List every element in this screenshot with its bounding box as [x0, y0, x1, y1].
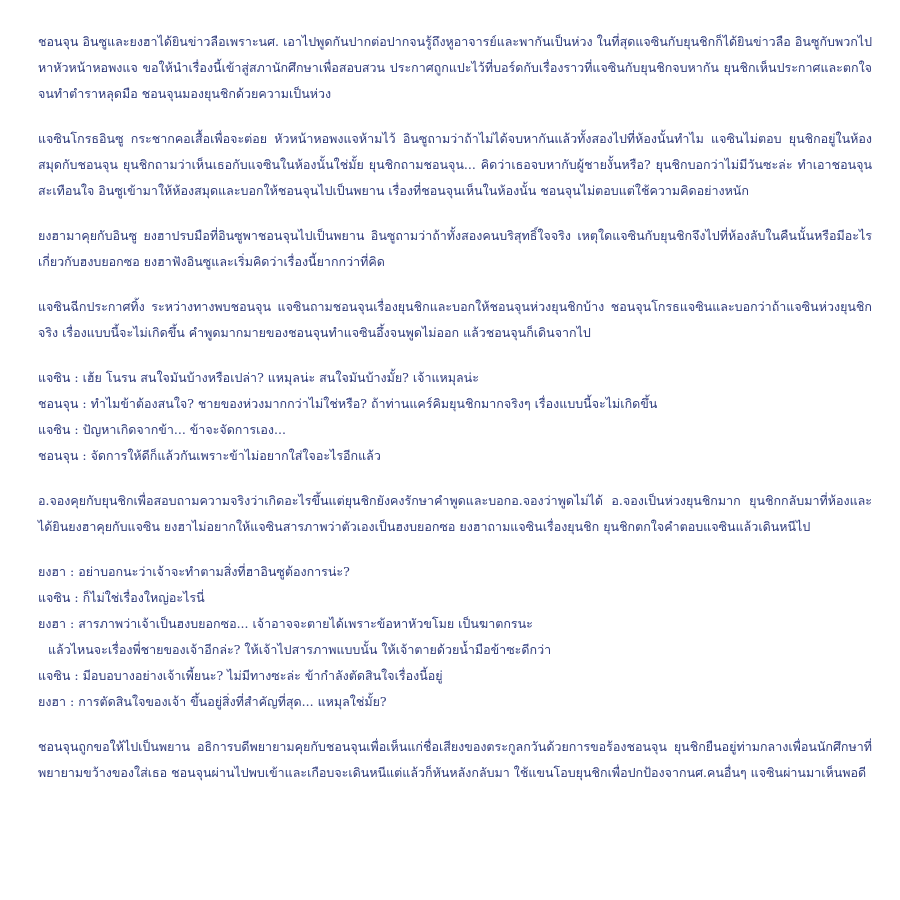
dialogue-line: แจซิน : เฮ้ย โนรน สนใจมันบ้างหรือเปล่า? แหมุลน่ะ สนใจมันบ้างมั้ย? เจ้าแหมุลน่ะ	[38, 370, 479, 385]
dialogue-block	[38, 365, 872, 469]
dialogue-continuation	[38, 637, 872, 663]
dialogue-line: แจซิน : ปัญหาเกิดจากข้า... ข้าจะจัดการเอง...	[38, 422, 286, 437]
dialogue-line: ยงฮา : การตัดสินใจของเจ้า ขึ้นอยู่สิ่งที่สำคัญที่สุด... แหมุลใช่มั้ย?	[38, 694, 387, 709]
dialogue-text: สารภาพว่าเจ้าเป็นฮงบยอกซอ... เจ้าอาจจะตายได้เพราะข้อหาหัวขโมย เป็นฆาตกรนะ	[78, 616, 533, 631]
dialogue-text: จัดการให้ดีก็แล้วกันเพราะข้าไม่อยากใส่ใจอะไรอีกแล้ว	[90, 448, 381, 463]
dialogue-line: แจซิน : มีอบอบางอย่างเจ้าเพี้ยนะ? ไม่มีทางซะล่ะ ข้ากำลังตัดสินใจเรื่องนี้อยู่	[38, 668, 443, 683]
dialogue-line: ยงฮา : อย่าบอกนะว่าเจ้าจะทำตามสิ่งที่ฮาอินซูต้องการน่ะ?	[38, 564, 350, 579]
dialogue-block	[38, 559, 872, 715]
dialogue-line: แจซิน : ก็ไม่ใช่เรื่องใหญ่อะไรนี่	[38, 590, 205, 605]
paragraph: แจซินโกรธอินซู กระชากคอเสื้อเพื่อจะต่อย หัวหน้าหอพงแจห้ามไว้ อินซูถามว่าถ้าไม่ได้จบหากันแล้วทั้งสองไปที่ห้องนั้นทำไม แจซินไม่ตอบ ยุนชิกอยู่ในห้องสมุดกับชอนจุน ยุนชิกถามว่าเห็นเธอกับแจซินในห้องนั้นใช่มั้ย ยุนชิกถามชอนจุน... คิดว่าเธอจบหากับผู้ชายงั้นหรือ? ยุนชิกบอกว่าไม่มีวันซะล่ะ ทำเอาชอนจุนสะเทือนใจ อินซูเข้ามาให้ห้องสมุดและบอกให้ชอนจุนไปเป็นพยาน เรื่องที่ชอนจุนเห็นในห้องนั้น ชอนจุนไม่ตอบแต่ใช้ความคิดอย่างหนัก	[38, 131, 872, 198]
paragraph: ชอนจุนถูกขอให้ไปเป็นพยาน อธิการบดีพยายามคุยกับชอนจุนเพื่อเห็นแก่ชื่อเสียงของตระกูลกวันด้วยการขอร้องชอนจุน ยุนชิกยืนอยู่ท่ามกลางเพื่อนนักศึกษาที่พยายามขว้างของใส่เธอ ชอนจุนผ่านไปพบเข้าและเกือบจะเดินหนีแต่แล้วก็หันหลังกลับมา ใช้แขนโอบยุนชิกเพื่อปกป้องจากนศ.คนอื่นๆ แจซินผ่านมาเห็นพอดี	[38, 739, 872, 780]
dialogue-text: อย่าบอกนะว่าเจ้าจะทำตามสิ่งที่ฮาอินซูต้องการน่ะ?	[78, 564, 350, 579]
speaker-name: แจซิน	[38, 668, 71, 683]
dialogue-line: ยงฮา : สารภาพว่าเจ้าเป็นฮงบยอกซอ... เจ้าอาจจะตายได้เพราะข้อหาหัวขโมย เป็นฆาตกรนะ	[38, 616, 533, 631]
speaker-name: ยงฮา	[38, 694, 67, 709]
speaker-name: ยงฮา	[38, 564, 67, 579]
paragraph: ยงฮามาคุยกับอินซู ยงฮาปรบมือที่อินซูพาชอนจุนไปเป็นพยาน อินซูถามว่าถ้าทั้งสองคนบริสุทธิ์ใจจริง เหตุใดแจซินกับยุนชิกจึงไปที่ห้องลับในคืนนั้นหรือมีอะไรเกี่ยวกับฮงบยอกซอ ยงฮาฟังอินซูและเริ่มคิดว่าเรื่องนี้ยากกว่าที่คิด	[38, 228, 872, 269]
speaker-name: แจซิน	[38, 422, 71, 437]
paragraph: อ.จองคุยกับยุนชิกเพื่อสอบถามความจริงว่าเกิดอะไรขึ้นแต่ยุนชิกยังคงรักษาคำพูดและบอกอ.จองว่าพูดไม่ได้ อ.จองเป็นห่วงยุนชิกมาก ยุนชิกกลับมาที่ห้องและได้ยินยงฮาคุยกับแจซิน ยงฮาไม่อยากให้แจซินสารภาพว่าตัวเองเป็นฮงบยอกซอ ยงฮาถามแจซินเรื่องยุนชิก ยุนชิกตกใจคำตอบแจซินแล้วเดินหนีไป	[38, 493, 872, 534]
speaker-name: แจซิน	[38, 590, 71, 605]
dialogue-text: การตัดสินใจของเจ้า ขึ้นอยู่สิ่งที่สำคัญที่สุด... แหมุลใช่มั้ย?	[78, 694, 387, 709]
dialogue-text: ก็ไม่ใช่เรื่องใหญ่อะไรนี่	[82, 590, 205, 605]
dialogue-text: แล้วไหนจะเรื่องพี่ชายของเจ้าอีกล่ะ? ให้เจ้าไปสารภาพแบบนั้น ให้เจ้าตายด้วยน้ำมือข้าซะดีกว่า	[48, 642, 552, 657]
paragraph: ชอนจุน อินซูและยงฮาได้ยินข่าวลือเพราะนศ. เอาไปพูดกันปากต่อปากจนรู้ถึงหูอาจารย์และพากันเป็นห่วง ในที่สุดแจซินกับยุนชิกก็ได้ยินข่าวลือ อินซูกับพวกไปหาหัวหน้าหอพงแจ ขอให้นำเรื่องนี้เข้าสู่สภานักศึกษาเพื่อสอบสวน ประกาศถูกแปะไว้ที่บอร์ดกับเรื่องราวที่แจซินกับยุนชิกจบหากัน ยุนชิกเห็นประกาศและตกใจจนทำตำราหลุดมือ ชอนจุนมองยุนชิกด้วยความเป็นห่วง	[38, 34, 872, 101]
paragraph: แจซินฉีกประกาศทิ้ง ระหว่างทางพบชอนจุน แจซินถามชอนจุนเรื่องยุนชิกและบอกให้ชอนจุนห่วงยุนชิกบ้าง ชอนจุนโกรธแจซินและบอกว่าถ้าแจซินห่วงยุนชิกจริง เรื่องแบบนี้จะไม่เกิดขึ้น คำพูดมากมายของชอนจุนทำแจซินอึ้งจนพูดไม่ออก แล้วชอนจุนก็เดินจากไป	[38, 299, 872, 340]
dialogue-line: ชอนจุน : ทำไมข้าต้องสนใจ? ชายของห่วงมากกว่าไม่ใช่หรือ? ถ้าท่านแคร์คิมยุนชิกมากจริงๆ เรื่องแบบนี้จะไม่เกิดขึ้น	[38, 396, 658, 411]
dialogue-text: ปัญหาเกิดจากข้า... ข้าจะจัดการเอง...	[82, 422, 286, 437]
dialogue-text: ทำไมข้าต้องสนใจ? ชายของห่วงมากกว่าไม่ใช่หรือ? ถ้าท่านแคร์คิมยุนชิกมากจริงๆ เรื่องแบบนี้จะไม่เกิดขึ้น	[90, 396, 658, 411]
speaker-name: ชอนจุน	[38, 448, 79, 463]
dialogue-line: ชอนจุน : จัดการให้ดีก็แล้วกันเพราะข้าไม่อยากใส่ใจอะไรอีกแล้ว	[38, 448, 381, 463]
dialogue-text: เฮ้ย โนรน สนใจมันบ้างหรือเปล่า? แหมุลน่ะ สนใจมันบ้างมั้ย? เจ้าแหมุลน่ะ	[82, 370, 479, 385]
speaker-name: ยงฮา	[38, 616, 67, 631]
dialogue-text: มีอบอบางอย่างเจ้าเพี้ยนะ? ไม่มีทางซะล่ะ ข้ากำลังตัดสินใจเรื่องนี้อยู่	[82, 668, 443, 683]
document-body	[38, 29, 872, 805]
speaker-name: ชอนจุน	[38, 396, 79, 411]
speaker-name: แจซิน	[38, 370, 71, 385]
